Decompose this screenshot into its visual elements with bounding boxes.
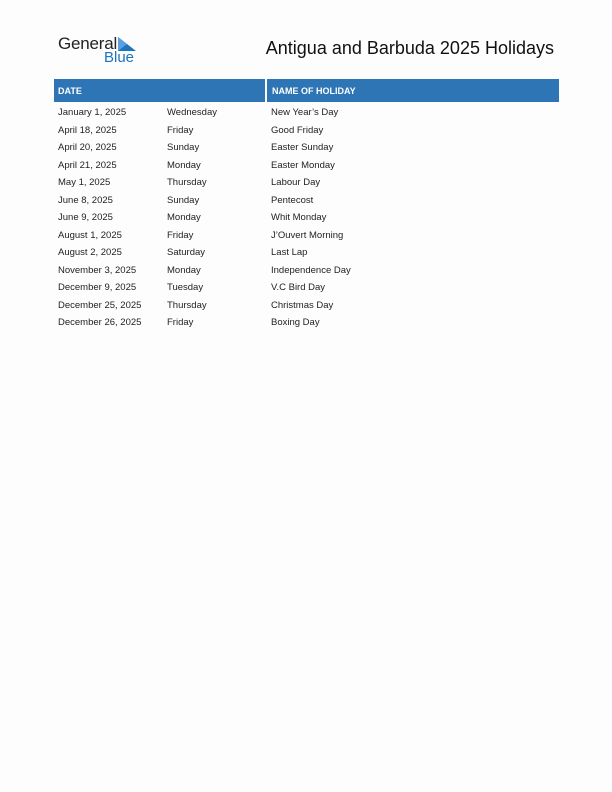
holiday-name: Christmas Day — [271, 299, 334, 311]
holiday-table — [54, 79, 559, 332]
header-holiday-name: NAME OF HOLIDAY — [272, 85, 356, 96]
holiday-weekday: Sunday — [167, 142, 200, 154]
holiday-name: Independence Day — [271, 264, 351, 276]
table-row — [54, 279, 559, 297]
holiday-name: New Year’s Day — [271, 107, 339, 119]
table-row — [54, 174, 559, 192]
page-title: Antigua and Barbuda 2025 Holidays — [265, 38, 554, 58]
holiday-date: June 9, 2025 — [58, 212, 113, 224]
holiday-date: April 21, 2025 — [58, 159, 117, 171]
table-row — [54, 104, 559, 122]
holiday-date: December 26, 2025 — [58, 317, 142, 329]
holiday-date: December 9, 2025 — [58, 282, 137, 294]
table-row — [54, 157, 559, 175]
holiday-weekday: Friday — [167, 229, 194, 241]
logo-general-text: General — [58, 34, 118, 53]
table-row — [54, 192, 559, 210]
table-row — [54, 314, 559, 332]
holiday-name: Good Friday — [271, 124, 324, 136]
holiday-name: Last Lap — [271, 247, 308, 259]
holiday-date: August 1, 2025 — [58, 229, 122, 241]
holiday-weekday: Friday — [167, 317, 194, 329]
table-row — [54, 139, 559, 157]
holiday-name: Easter Monday — [271, 159, 335, 171]
holiday-weekday: Monday — [167, 159, 201, 171]
table-row — [54, 262, 559, 280]
holiday-weekday: Tuesday — [167, 282, 204, 294]
holiday-weekday: Thursday — [167, 299, 207, 311]
holiday-name: Easter Sunday — [271, 142, 334, 154]
holiday-date: April 20, 2025 — [58, 142, 117, 154]
holiday-weekday: Wednesday — [167, 107, 217, 119]
holiday-date: January 1, 2025 — [58, 107, 127, 119]
holiday-date: December 25, 2025 — [58, 299, 142, 311]
holiday-weekday: Saturday — [167, 247, 206, 259]
holiday-name: Pentecost — [271, 194, 314, 206]
holiday-weekday: Monday — [167, 264, 201, 276]
holiday-name: Labour Day — [271, 177, 321, 189]
generalblue-logo — [58, 34, 148, 68]
holiday-date: June 8, 2025 — [58, 194, 113, 206]
table-body — [54, 102, 559, 332]
table-row — [54, 297, 559, 315]
holiday-name: V.C Bird Day — [271, 282, 326, 294]
holiday-weekday: Friday — [167, 124, 194, 136]
holiday-name: Boxing Day — [271, 317, 320, 329]
holiday-date: April 18, 2025 — [58, 124, 117, 136]
holiday-date: November 3, 2025 — [58, 264, 137, 276]
table-row — [54, 122, 559, 140]
header-date: DATE — [54, 79, 267, 102]
holiday-weekday: Sunday — [167, 194, 200, 206]
table-header — [54, 79, 559, 102]
holiday-date: August 2, 2025 — [58, 247, 122, 259]
holiday-date: May 1, 2025 — [58, 177, 111, 189]
logo-blue-text: Blue — [104, 49, 135, 66]
table-row — [54, 244, 559, 262]
table-row — [54, 227, 559, 245]
holiday-name: Whit Monday — [271, 212, 327, 224]
holiday-name: J’Ouvert Morning — [271, 229, 344, 241]
holiday-weekday: Thursday — [167, 177, 207, 189]
holiday-weekday: Monday — [167, 212, 201, 224]
table-row — [54, 209, 559, 227]
